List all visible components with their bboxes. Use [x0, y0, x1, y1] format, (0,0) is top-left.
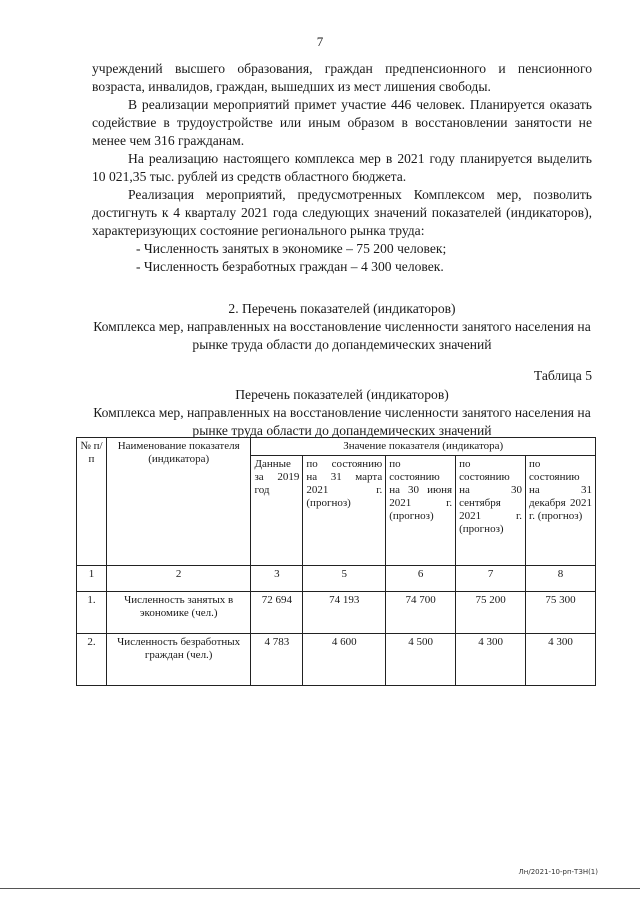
body-text	[92, 60, 592, 276]
row-value: 74 193	[303, 592, 386, 634]
paragraph: В реализации мероприятий примет участие 446 человек. Планируется оказать содействие в трудоустройстве или иным образом в восстановлении занятости не менее чем 316 гражданам.	[92, 97, 592, 148]
paragraph: Реализация мероприятий, предусмотренных Комплексом мер, позволить достигнуть к 4 кварталу 2021 года следующих значений показателей (индикаторов), характеризующих состояние регионального рынка труда:	[92, 187, 592, 238]
row-name: Численность безработных граждан (чел.)	[106, 634, 251, 686]
numbering-cell: 7	[456, 566, 526, 592]
table-caption: Таблица 5	[533, 368, 592, 383]
header-num: № п/п	[77, 438, 107, 566]
table-title: Перечень показателей (индикаторов)	[235, 387, 449, 402]
row-value: 4 300	[456, 634, 526, 686]
row-value: 4 300	[526, 634, 596, 686]
numbering-cell: 2	[106, 566, 251, 592]
numbering-cell: 8	[526, 566, 596, 592]
bullet-item: - Численность безработных граждан – 4 300 человек.	[136, 259, 444, 274]
section-heading-block	[92, 300, 592, 354]
row-name: Численность занятых в экономике (чел.)	[106, 592, 251, 634]
row-num: 1.	[77, 592, 107, 634]
indicators-table	[76, 437, 596, 686]
bullet-item: - Численность занятых в экономике – 75 200 человек;	[136, 241, 447, 256]
numbering-cell: 6	[386, 566, 456, 592]
subheader-cell: по состоянию на 30 сентября 2021 г. (прогноз)	[456, 456, 526, 566]
subheader-cell: по состоянию на 31 декабря 2021 г. (прогноз)	[526, 456, 596, 566]
header-values: Значение показателя (индикатора)	[251, 438, 596, 456]
paragraph: На реализацию настоящего комплекса мер в 2021 году планируется выделить 10 021,35 тыс. рублей из средств областного бюджета.	[92, 151, 592, 184]
subheader-cell: Данные за 2019 год	[251, 456, 303, 566]
row-value: 4 783	[251, 634, 303, 686]
table-title-block	[92, 386, 592, 440]
section-subheading: Комплекса мер, направленных на восстановление численности занятого населения на рынке труда области до допандемических значений	[93, 319, 591, 352]
subheader-cell: по состоянию на 31 марта 2021 г. (прогноз)	[303, 456, 386, 566]
row-value: 4 500	[386, 634, 456, 686]
row-value: 75 200	[456, 592, 526, 634]
numbering-cell: 5	[303, 566, 386, 592]
table-row	[77, 634, 596, 686]
numbering-cell: 3	[251, 566, 303, 592]
page-number: 7	[316, 34, 324, 49]
section-heading: 2. Перечень показателей (индикаторов)	[228, 301, 456, 316]
footer-divider	[0, 888, 640, 889]
header-name: Наименование показателя (индикатора)	[106, 438, 251, 566]
table-row	[77, 592, 596, 634]
row-value: 75 300	[526, 592, 596, 634]
footer-code: Лн/2021-10-рп-ТЗН(1)	[518, 868, 598, 876]
table-subtitle: Комплекса мер, направленных на восстановление численности занятого населения на рынке труда области до допандемических значений	[93, 405, 591, 438]
numbering-row	[77, 566, 596, 592]
numbering-cell: 1	[77, 566, 107, 592]
row-value: 4 600	[303, 634, 386, 686]
row-value: 72 694	[251, 592, 303, 634]
paragraph: учреждений высшего образования, граждан предпенсионного и пенсионного возраста, инвалидов, граждан, вышедших из мест лишения свободы.	[92, 61, 592, 94]
subheader-cell: по состоянию на 30 июня 2021 г. (прогноз)	[386, 456, 456, 566]
table-header-row	[77, 438, 596, 456]
row-value: 74 700	[386, 592, 456, 634]
row-num: 2.	[77, 634, 107, 686]
